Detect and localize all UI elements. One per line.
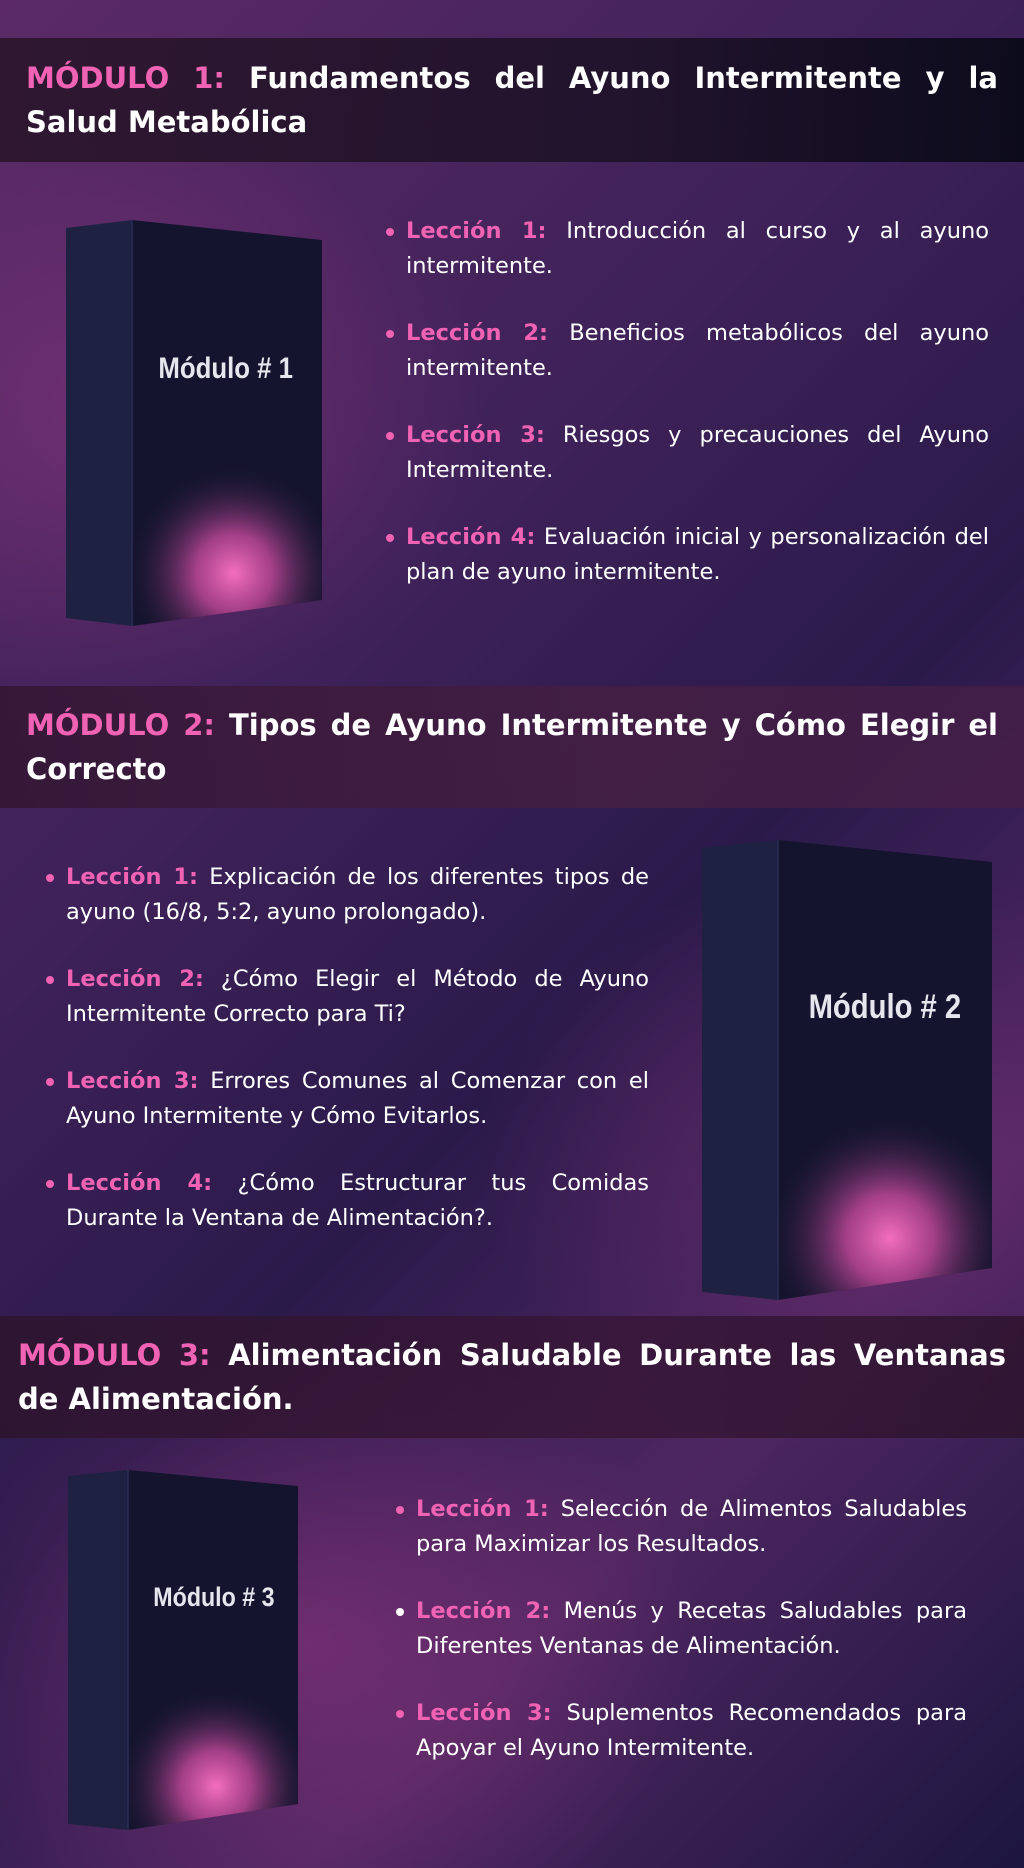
module-2-heading: Tipos de Ayuno Intermitente y Cómo Elegir el Correcto xyxy=(26,708,998,786)
module-3-title xyxy=(18,1333,1006,1421)
module-3-lesson-list xyxy=(394,1492,967,1798)
module-1-lesson-list xyxy=(384,214,989,622)
module-1-header xyxy=(0,38,1024,162)
list-item: Lección 2: ¿Cómo Elegir el Método de Ayuno Intermitente Correcto para Ti? xyxy=(44,962,649,1032)
module-2-lesson-list xyxy=(44,860,649,1268)
module-3-box-label: Módulo # 3 xyxy=(153,1582,275,1613)
module-2-box-label: Módulo # 2 xyxy=(808,986,962,1026)
module-2-box-image xyxy=(700,838,996,1302)
module-1-box-image xyxy=(64,218,326,628)
module-2-header xyxy=(0,686,1024,808)
module-1-box-label: Módulo # 1 xyxy=(158,351,294,385)
module-3-box-image xyxy=(66,1468,300,1832)
list-item: Lección 1: Introducción al curso y al ayuno intermitente. xyxy=(384,214,989,284)
list-item: Lección 3: Suplementos Recomendados para Apoyar el Ayuno Intermitente. xyxy=(394,1696,967,1766)
module-1-prefix: MÓDULO 1: xyxy=(26,61,226,95)
list-item: Lección 1: Selección de Alimentos Saludables para Maximizar los Resultados. xyxy=(394,1492,967,1562)
module-1-title xyxy=(26,56,998,144)
module-3-heading: Alimentación Saludable Durante las Ventanas de Alimentación. xyxy=(18,1338,1007,1416)
list-item: Lección 2: Beneficios metabólicos del ayuno intermitente. xyxy=(384,316,989,386)
module-1-heading: Fundamentos del Ayuno Intermitente y la Salud Metabólica xyxy=(26,61,998,139)
module-3-header xyxy=(0,1316,1024,1438)
list-item: Lección 1: Explicación de los diferentes tipos de ayuno (16/8, 5:2, ayuno prolongado). xyxy=(44,860,649,930)
module-3-prefix: MÓDULO 3: xyxy=(18,1338,211,1372)
module-2-prefix: MÓDULO 2: xyxy=(26,708,215,742)
list-item: Lección 4: Evaluación inicial y personalización del plan de ayuno intermitente. xyxy=(384,520,989,590)
module-2-title xyxy=(26,703,998,791)
list-item: Lección 3: Errores Comunes al Comenzar con el Ayuno Intermitente y Cómo Evitarlos. xyxy=(44,1064,649,1134)
list-item: Lección 3: Riesgos y precauciones del Ayuno Intermitente. xyxy=(384,418,989,488)
list-item: Lección 4: ¿Cómo Estructurar tus Comidas Durante la Ventana de Alimentación?. xyxy=(44,1166,649,1236)
list-item: Lección 2: Menús y Recetas Saludables para Diferentes Ventanas de Alimentación. xyxy=(394,1594,967,1664)
